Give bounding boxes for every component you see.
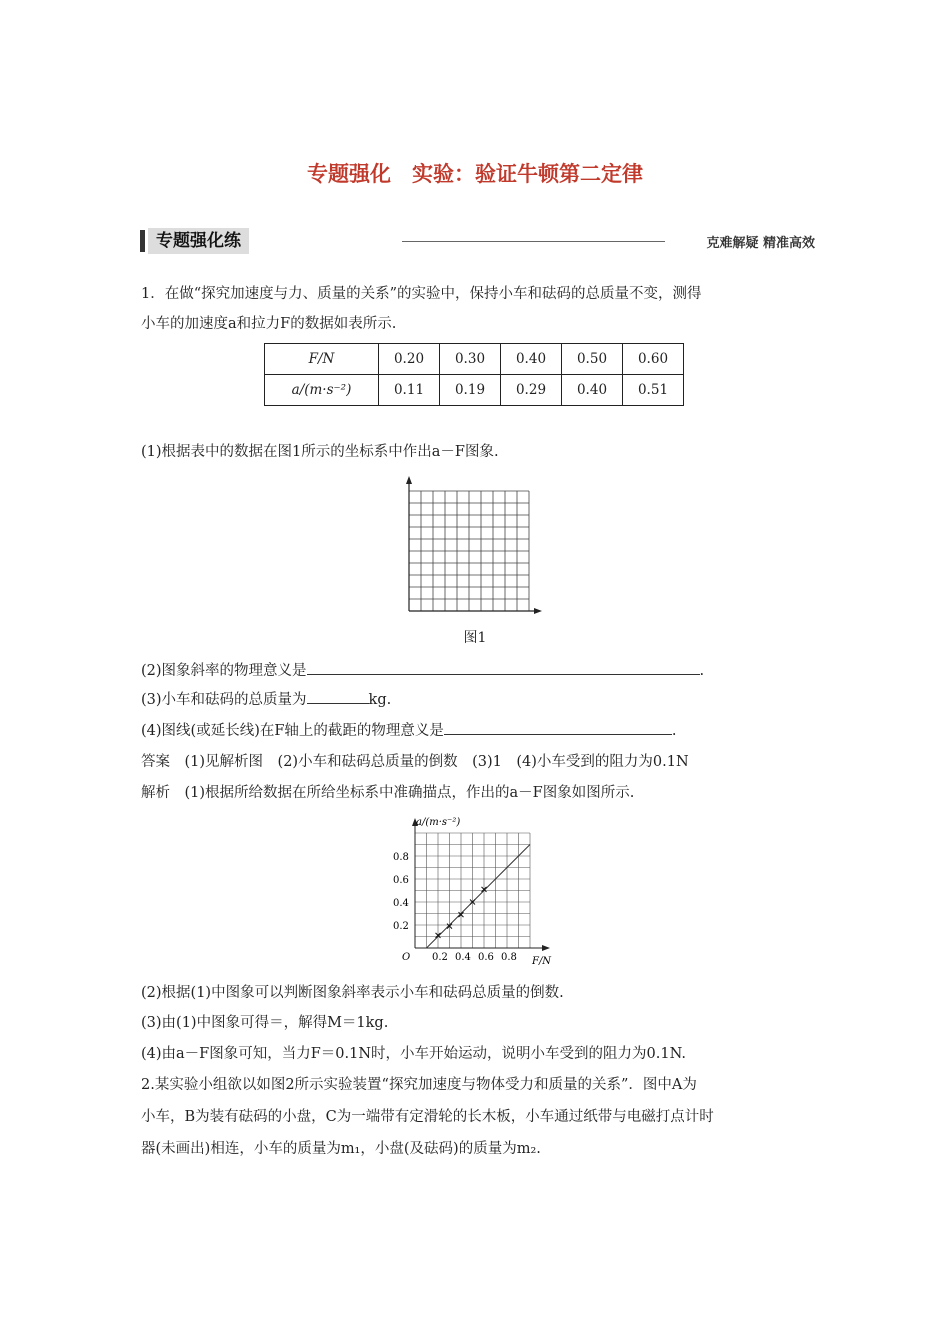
section-tag: 克难解疑 精准高效 xyxy=(706,236,815,251)
q2-line3: 器(未画出)相连，小车的质量为m₁，小盘(及砝码)的质量为m₂. xyxy=(141,1141,541,1157)
answer-chart xyxy=(388,812,558,970)
q1-analysis-3: (3)由(1)中图象可得＝，解得M＝1kg. xyxy=(141,1015,389,1031)
answer-blank-3 xyxy=(307,689,369,704)
y-tick-label: 0.6 xyxy=(393,875,409,886)
q1-analysis-1: 解析 (1)根据所给数据在所给坐标系中准确描点，作出的a－F图象如图所示. xyxy=(141,785,635,801)
table-cell: 0.40 xyxy=(501,344,562,375)
y-tick-label: 0.8 xyxy=(393,852,409,863)
x-tick-label: 0.4 xyxy=(455,952,471,963)
table-cell: 0.20 xyxy=(379,344,440,375)
table-cell: 0.29 xyxy=(501,375,562,406)
blank-grid-figure xyxy=(400,474,550,619)
table-cell: 0.30 xyxy=(440,344,501,375)
chart-grid-lines xyxy=(415,833,530,948)
chart-tick-labels xyxy=(393,852,517,963)
q1-sub4: (4)图线(或延长线)在F轴上的截距的物理意义是 . xyxy=(141,720,677,741)
x-tick-label: 0.8 xyxy=(501,952,517,963)
q1-sub3-unit: kg. xyxy=(368,692,392,708)
blank-grid-lines xyxy=(409,491,529,611)
chart-y-label: a/(m·s⁻²) xyxy=(416,817,461,828)
table-header-a: a/(m·s⁻²) xyxy=(265,375,379,406)
figure-1-caption: 图1 xyxy=(463,630,487,646)
q1-sub1: (1)根据表中的数据在图1所示的坐标系中作出a－F图象. xyxy=(141,444,499,460)
section-header xyxy=(140,228,815,256)
section-label: 专题强化练 xyxy=(148,228,249,254)
table-cell: 0.19 xyxy=(440,375,501,406)
q1-analysis-4: (4)由a－F图象可知，当力F＝0.1N时，小车开始运动，说明小车受到的阻力为0.1N. xyxy=(141,1046,686,1062)
table-cell: 0.60 xyxy=(623,344,684,375)
answer-blank-4 xyxy=(444,720,672,735)
y-tick-label: 0.4 xyxy=(393,898,409,909)
section-divider xyxy=(402,241,665,242)
table-cell: 0.50 xyxy=(562,344,623,375)
q2-line2: 小车，B为装有砝码的小盘，C为一端带有定滑轮的长木板，小车通过纸带与电磁打点计时 xyxy=(141,1109,714,1125)
data-table xyxy=(264,343,684,406)
q1-analysis-2: (2)根据(1)中图象可以判断图象斜率表示小车和砝码总质量的倒数. xyxy=(141,985,564,1001)
chart-x-label: F/N xyxy=(532,956,552,967)
chart-x-axis-arrow xyxy=(542,945,550,951)
y-tick-label: 0.2 xyxy=(393,921,409,932)
table-cell: 0.51 xyxy=(623,375,684,406)
x-tick-label: 0.2 xyxy=(432,952,448,963)
q1-answer: 答案 (1)见解析图 (2)小车和砝码总质量的倒数 (3)1 (4)小车受到的阻力为0.1N xyxy=(141,754,689,770)
x-tick-label: 0.6 xyxy=(478,952,494,963)
y-axis-arrow xyxy=(406,476,412,484)
page-title: 专题强化 实验：验证牛顿第二定律 xyxy=(307,162,643,186)
q1-sub2-text: (2)图象斜率的物理意义是 xyxy=(141,663,307,679)
section-marker xyxy=(140,230,145,252)
answer-blank-2 xyxy=(307,660,700,675)
q1-intro-line1: 1．在做“探究加速度与力、质量的关系”的实验中，保持小车和砝码的总质量不变，测得 xyxy=(141,286,702,302)
q1-sub2: (2)图象斜率的物理意义是 . xyxy=(141,660,704,681)
table-header-f: F/N xyxy=(265,344,379,375)
chart-origin-label: O xyxy=(402,952,411,963)
table-row xyxy=(265,375,684,406)
q1-sub4-text: (4)图线(或延长线)在F轴上的截距的物理意义是 xyxy=(141,723,444,739)
q1-sub3-text: (3)小车和砝码的总质量为 xyxy=(141,692,307,708)
table-cell: 0.40 xyxy=(562,375,623,406)
table-row xyxy=(265,344,684,375)
x-axis-arrow xyxy=(534,608,542,614)
q1-intro-line2: 小车的加速度a和拉力F的数据如表所示. xyxy=(141,316,397,332)
q1-sub3 xyxy=(141,689,391,710)
fit-line xyxy=(427,845,531,949)
q2-line1: 2.某实验小组欲以如图2所示实验装置“探究加速度与物体受力和质量的关系”．图中A为 xyxy=(141,1077,697,1093)
table-cell: 0.11 xyxy=(379,375,440,406)
